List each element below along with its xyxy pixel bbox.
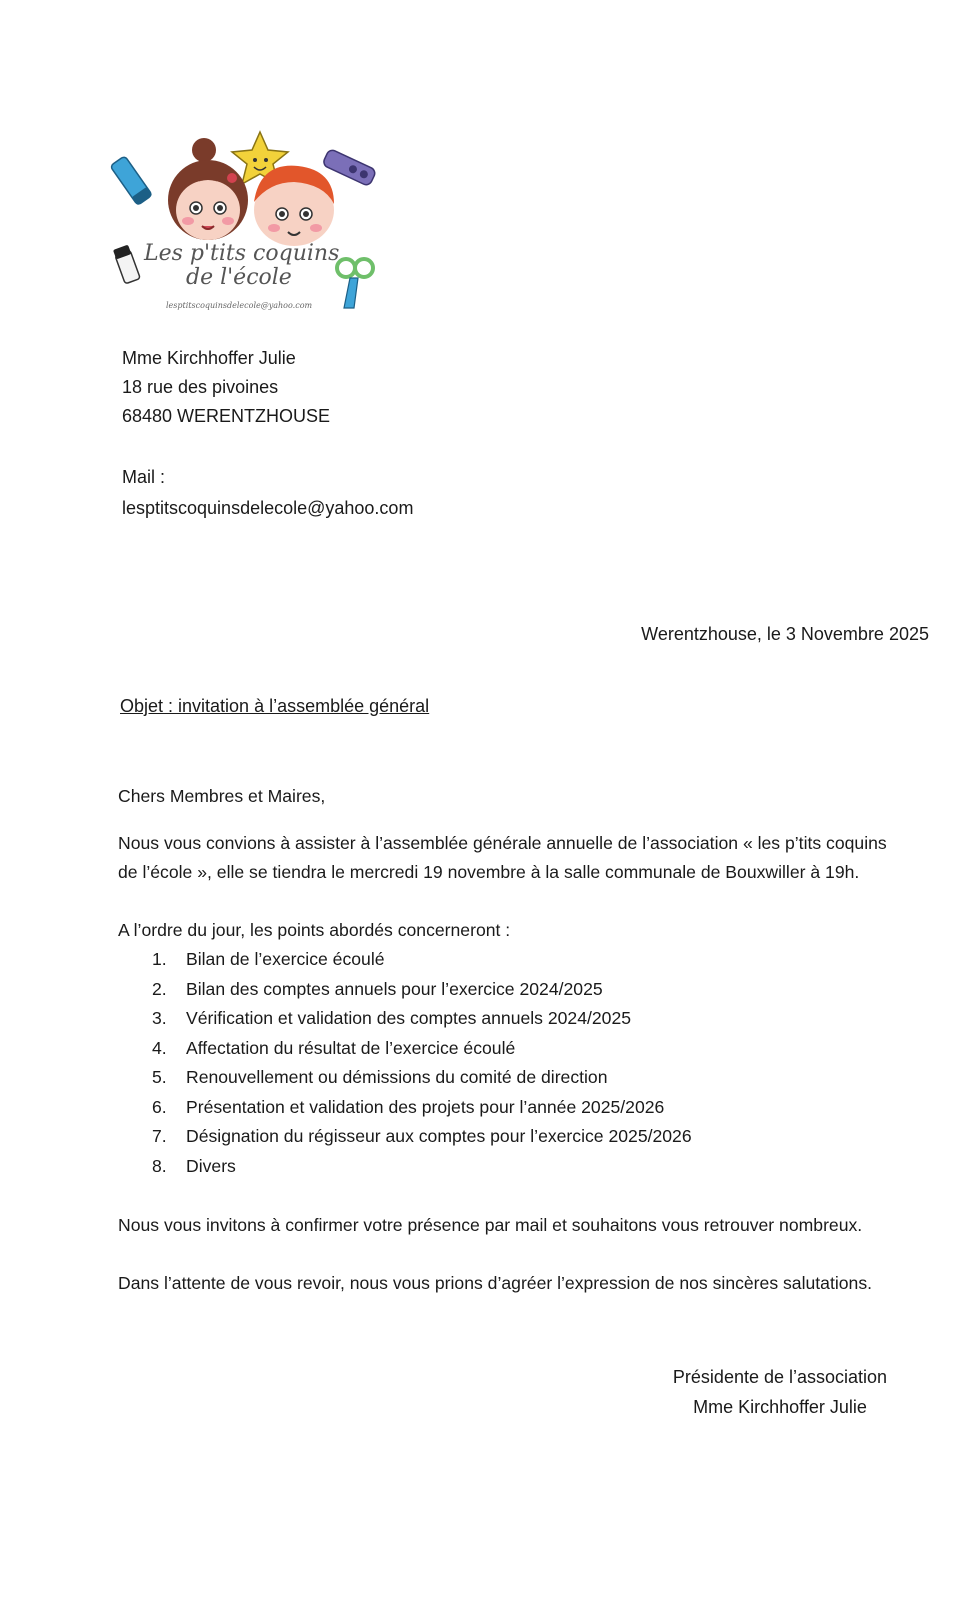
logo-email: lesptitscoquinsdelecole@yahoo.com	[166, 301, 313, 310]
letter-date: Werentzhouse, le 3 Novembre 2025	[641, 624, 929, 644]
closing-paragraph: Dans l’attente de vous revoir, nous vous prions d’agréer l’expression de nos sincères salutations.	[118, 1273, 873, 1293]
agenda-item: 4. Affectation du résultat de l’exercice écoulé	[152, 1037, 516, 1058]
sender-city: 68480 WERENTZHOUSE	[122, 406, 331, 426]
sender-mail-block	[122, 462, 413, 524]
agenda-item: 6. Présentation et validation des projets pour l’année 2025/2026	[152, 1096, 665, 1117]
sender-address	[122, 344, 330, 431]
mail-address: lesptitscoquinsdelecole@yahoo.com	[122, 498, 414, 518]
intro-line-1: Nous vous convions à assister à l’assemblée générale annuelle de l’association « les p’tits coquins	[118, 833, 887, 853]
sender-name: Mme Kirchhoffer Julie	[122, 348, 296, 368]
purple-marker-icon	[322, 148, 377, 186]
intro-paragraph	[118, 829, 948, 887]
sender-street: 18 rue des pivoines	[122, 377, 279, 397]
letter-body	[118, 786, 948, 1327]
association-logo	[108, 128, 388, 324]
agenda-item: 2. Bilan des comptes annuels pour l’exercice 2024/2025	[152, 978, 603, 999]
signature-role: Présidente de l’association	[672, 1367, 888, 1387]
logo-text-line2: de l'école	[186, 265, 292, 290]
logo-text-line1: Les p'tits coquins	[144, 241, 340, 266]
confirm-paragraph: Nous vous invitons à confirmer votre présence par mail et souhaitons vous retrouver nombreux.	[118, 1215, 863, 1235]
blue-marker-icon	[110, 156, 152, 206]
agenda-item: 8. Divers	[152, 1155, 236, 1176]
agenda-list	[118, 945, 948, 1181]
agenda-item: 7. Désignation du régisseur aux comptes pour l’exercice 2025/2026	[152, 1126, 692, 1146]
intro-line-2: de l’école », elle se tiendra le mercredi 19 novembre à la salle communale de Bouxwiller à 19h.	[118, 862, 860, 882]
greeting: Chers Membres et Maires,	[118, 786, 326, 806]
letter-subject: Objet : invitation à l’assemblée général	[120, 696, 430, 716]
agenda-intro: A l’ordre du jour, les points abordés concerneront :	[118, 920, 511, 940]
signature-block	[650, 1362, 910, 1422]
scissors-icon	[337, 259, 373, 308]
agenda-item: 1. Bilan de l’exercice écoulé	[152, 949, 385, 969]
agenda-item: 3. Vérification et validation des comptes annuels 2024/2025	[152, 1008, 632, 1028]
glue-stick-icon	[113, 245, 140, 284]
signature-name: Mme Kirchhoffer Julie	[693, 1397, 867, 1417]
mail-label: Mail :	[122, 467, 166, 487]
boy-face-icon	[254, 166, 334, 246]
agenda-item: 5. Renouvellement ou démissions du comité de direction	[152, 1067, 608, 1087]
